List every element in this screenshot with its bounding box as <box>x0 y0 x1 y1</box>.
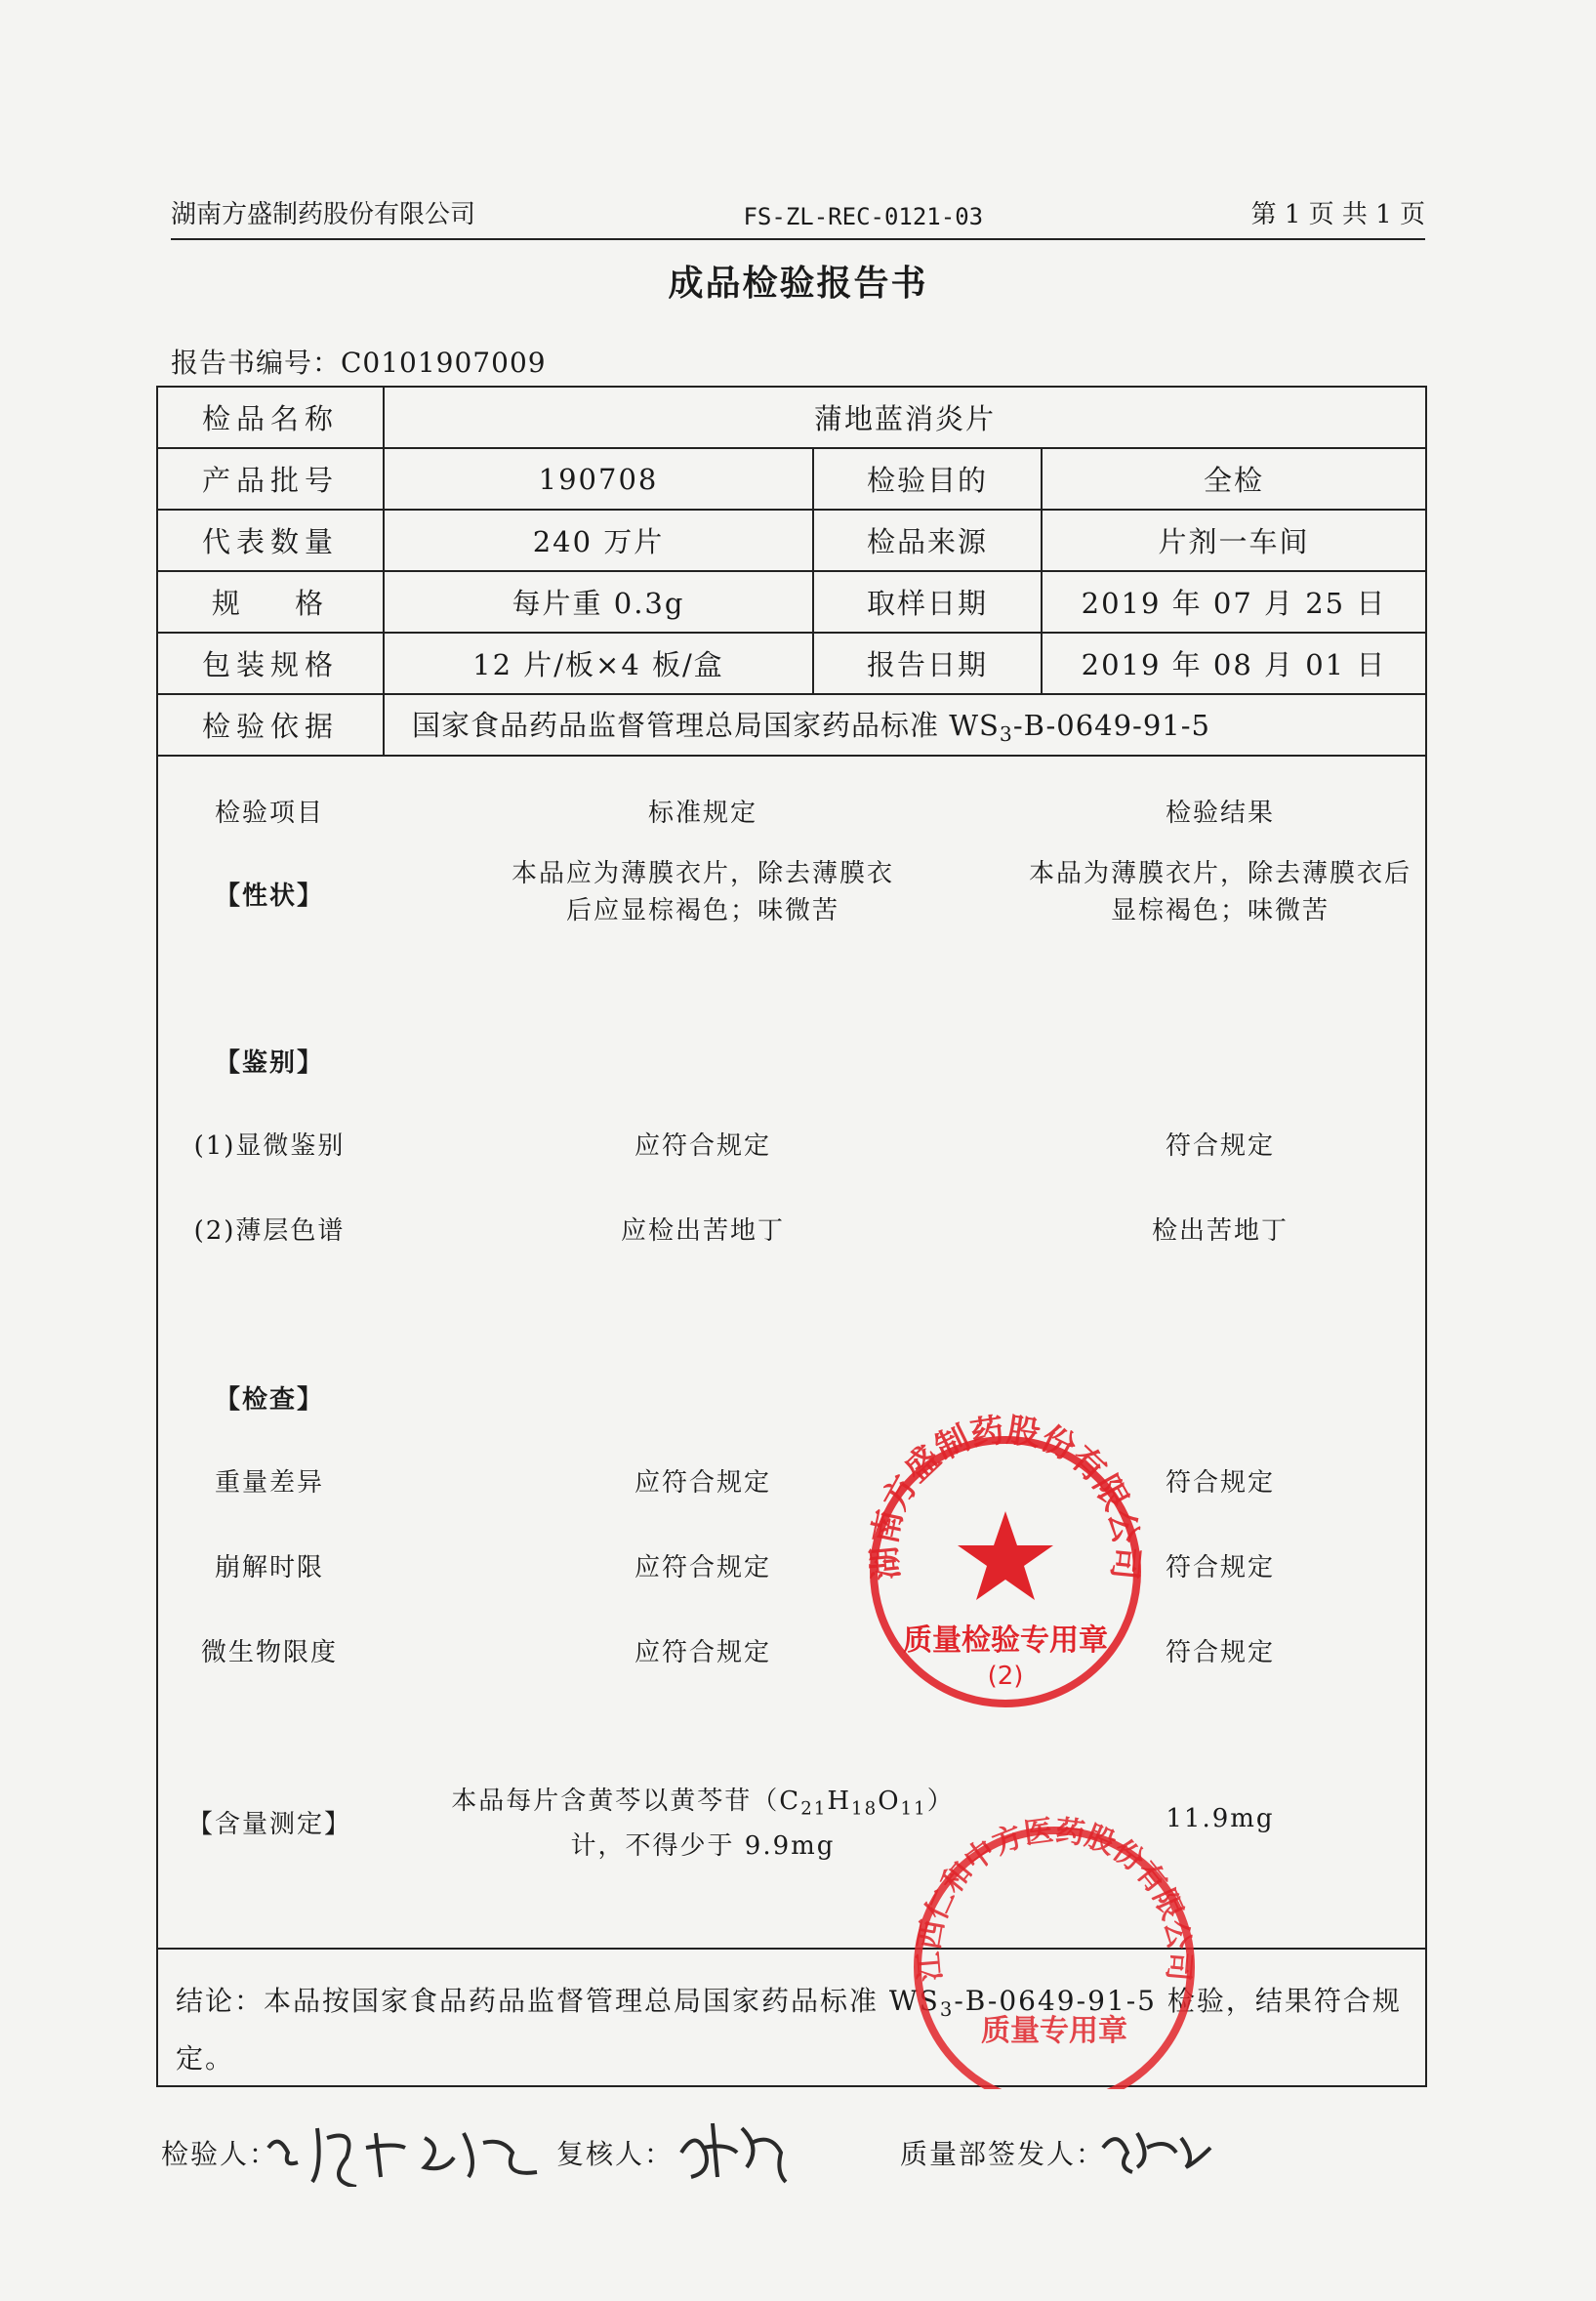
col-result-header: 检验结果 <box>1165 799 1275 828</box>
section-assay: 【含量测定】 <box>186 1810 351 1839</box>
inspector-label: 检验人： <box>161 2138 279 2170</box>
table-row <box>157 694 1426 756</box>
weight-result: 符合规定 <box>1165 1468 1275 1498</box>
disintegration-item: 崩解时限 <box>214 1553 324 1582</box>
disintegration-result: 符合规定 <box>1165 1553 1275 1582</box>
appearance-result-line1: 本品为薄膜衣片，除去薄膜衣后 <box>1028 859 1412 888</box>
svg-text:江西仁和中方医药股份有限公司 <box>912 1814 1196 1983</box>
quality-inspection-stamp <box>859 1406 1152 1747</box>
inspector-signature <box>259 2118 552 2187</box>
quantity-label: 代表数量 <box>157 510 384 571</box>
page-indicator: 第 1 页 共 1 页 <box>1250 200 1425 229</box>
appearance-standard <box>410 855 996 929</box>
tlc-standard: 应检出苦地丁 <box>620 1216 785 1246</box>
product-info-table <box>156 386 1427 757</box>
assay-o: O <box>878 1787 901 1816</box>
assay-close: ） <box>926 1787 955 1816</box>
assay-result: 11.9mg <box>1166 1804 1275 1833</box>
page-title: 成品检验报告书 <box>668 263 928 304</box>
reviewer-label: 复核人： <box>556 2138 675 2170</box>
source-value: 片剂一车间 <box>1042 510 1426 571</box>
conclusion-suffix: -B-0649-91-5 检验，结果符合规定。 <box>176 1985 1402 2075</box>
microbe-item: 微生物限度 <box>200 1638 338 1667</box>
document-header <box>171 185 1425 240</box>
conclusion-prefix: 结论：本品按国家食品药品监督管理总局国家药品标准 WS <box>176 1985 940 2017</box>
tlc-result: 检出苦地丁 <box>1151 1216 1289 1246</box>
stamp2-center-text: 质量专用章 <box>981 2014 1127 2048</box>
microbe-result: 符合规定 <box>1165 1638 1275 1667</box>
star-icon <box>958 1511 1053 1600</box>
stamp1-number: (2) <box>987 1662 1024 1691</box>
basis-value <box>384 694 1426 756</box>
micro-result: 符合规定 <box>1165 1131 1275 1161</box>
purpose-label: 检验目的 <box>813 448 1042 510</box>
spec-label: 规 格 <box>157 571 384 633</box>
pack-value: 12 片/板×4 板/盒 <box>384 633 813 694</box>
section-inspection: 【检查】 <box>214 1385 324 1415</box>
batch-label: 产品批号 <box>157 448 384 510</box>
report-number: 报告书编号：C0101907009 <box>171 347 547 379</box>
issuer-label: 质量部签发人： <box>900 2138 1106 2170</box>
appearance-result-line2: 显棕褐色；味微苦 <box>1110 896 1330 925</box>
section-identification: 【鉴别】 <box>214 1048 324 1078</box>
assay-h: H <box>827 1787 852 1816</box>
col-standard-header: 标准规定 <box>647 799 757 828</box>
issuer-signature <box>1098 2118 1215 2177</box>
table-row <box>157 387 1426 448</box>
micro-item: (1)显微鉴别 <box>193 1131 346 1161</box>
basis-suffix: -B-0649-91-5 <box>1012 708 1211 742</box>
assay-standard-line2: 计，不得少于 9.9mg <box>570 1831 836 1862</box>
spec-value: 每片重 0.3g <box>384 571 813 633</box>
source-label: 检品来源 <box>813 510 1042 571</box>
report-date-label: 报告日期 <box>813 633 1042 694</box>
microbe-standard: 应符合规定 <box>634 1638 771 1667</box>
table-row <box>157 448 1426 510</box>
conclusion-divider <box>156 1948 1427 1950</box>
reviewer-signature <box>674 2114 791 2187</box>
batch-value: 190708 <box>384 448 813 510</box>
document-code: FS-ZL-REC-0121-03 <box>743 203 984 230</box>
sample-date-value: 2019 年 07 月 25 日 <box>1042 571 1426 633</box>
stamp1-center-text: 质量检验专用章 <box>903 1623 1108 1658</box>
pack-label: 包装规格 <box>157 633 384 694</box>
micro-standard: 应符合规定 <box>634 1131 771 1161</box>
conclusion-text <box>176 1977 1415 2083</box>
company-quality-stamp <box>898 1796 1210 2089</box>
stamp1-ring-text: 湖南方盛制药股份有限公司 <box>865 1411 1146 1582</box>
table-row <box>157 510 1426 571</box>
assay-formula-prefix: 本品每片含黄芩以黄芩苷（C <box>451 1787 801 1816</box>
purpose-value: 全检 <box>1042 448 1426 510</box>
weight-standard: 应符合规定 <box>634 1468 771 1498</box>
product-name: 蒲地蓝消炎片 <box>384 387 1426 448</box>
stamp2-ring-text: 江西仁和中方医药股份有限公司 <box>912 1813 1197 1983</box>
company-name: 湖南方盛制药股份有限公司 <box>171 200 476 229</box>
product-name-label: 检品名称 <box>157 387 384 448</box>
table-row <box>157 633 1426 694</box>
assay-sub-c: 21 <box>800 1798 828 1820</box>
col-item-header: 检验项目 <box>214 799 324 828</box>
conclusion-subscript: 3 <box>939 1997 955 2021</box>
section-appearance: 【性状】 <box>214 882 324 911</box>
weight-item: 重量差异 <box>214 1468 324 1498</box>
sample-date-label: 取样日期 <box>813 571 1042 633</box>
basis-prefix: 国家食品药品监督管理总局国家药品标准 WS <box>412 708 1000 742</box>
basis-subscript: 3 <box>999 722 1013 747</box>
assay-sub-o: 11 <box>900 1798 927 1820</box>
tlc-item: (2)薄层色谱 <box>193 1216 346 1246</box>
appearance-standard-line1: 本品应为薄膜衣片，除去薄膜衣 <box>511 859 894 888</box>
assay-sub-h: 18 <box>851 1798 879 1820</box>
basis-label: 检验依据 <box>157 694 384 756</box>
appearance-result <box>1005 855 1435 929</box>
table-row <box>157 571 1426 633</box>
quantity-value: 240 万片 <box>384 510 813 571</box>
report-date-value: 2019 年 08 月 01 日 <box>1042 633 1426 694</box>
disintegration-standard: 应符合规定 <box>634 1553 771 1582</box>
appearance-standard-line2: 后应显棕褐色；味微苦 <box>565 896 839 925</box>
